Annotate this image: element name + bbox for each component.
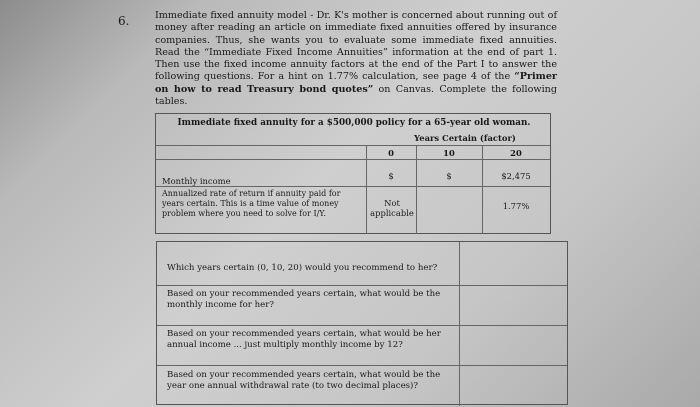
questions-table [156, 241, 568, 405]
question-1: Which years certain (0, 10, 20) would you recommend to her? [167, 263, 438, 273]
answer-cell-3[interactable] [460, 326, 567, 365]
annuity-table [155, 113, 551, 234]
question-3: Based on your recommended years certain, what would be her annual income ... just multiply monthly income by 12? [167, 329, 441, 350]
cell-rate-0: Not applicable [370, 198, 414, 218]
row-label-annualized-rate: Annualized rate of return if annuity paid for years certain. This is a time value of money problem where you need to solve for I/Y. [162, 189, 341, 218]
answer-cell-2[interactable] [460, 286, 567, 325]
question-number: 6. [118, 14, 130, 28]
intro-text-1: Immediate fixed annuity model - Dr. K's mother is concerned about running out of money after reading an article on immediate fixed annuities offered by insurance companies. Thus, she wants you to evaluate some immediate fixed annuities. Read the “Immediate Fixed Income Annuities” information at the end of part 1. Then use the fixed income annuity factors at the end of the Part I to answer the following questions. For a hint on 1.77% calculation, see page 4 of the [155, 10, 557, 83]
answer-cell-1[interactable] [460, 242, 567, 285]
column-header-20: 20 [510, 148, 522, 158]
row-label-monthly-income: Monthly income [162, 176, 231, 186]
question-4: Based on your recommended years certain, what would be the year one annual withdrawal rate (to two decimal places)? [167, 370, 441, 391]
intro-paragraph [155, 10, 557, 108]
cell-monthly-0[interactable]: $ [388, 171, 394, 181]
cell-monthly-20: $2,475 [501, 171, 531, 181]
column-header-10: 10 [443, 148, 455, 158]
answer-cell-4[interactable] [460, 366, 567, 404]
cell-rate-20: 1.77% [502, 201, 530, 211]
question-2: Based on your recommended years certain, what would be the monthly income for her? [167, 289, 441, 310]
annuity-table-title: Immediate fixed annuity for a $500,000 policy for a 65-year old woman. [177, 118, 531, 128]
intro-bold-reference: “Primer on how to read Treasury bond quotes” [155, 71, 557, 95]
years-certain-header: Years Certain (factor) [414, 133, 516, 143]
column-header-0: 0 [388, 148, 394, 158]
cell-monthly-10[interactable]: $ [446, 171, 452, 181]
intro-text-2: on Canvas. Complete the following tables. [155, 83, 557, 108]
